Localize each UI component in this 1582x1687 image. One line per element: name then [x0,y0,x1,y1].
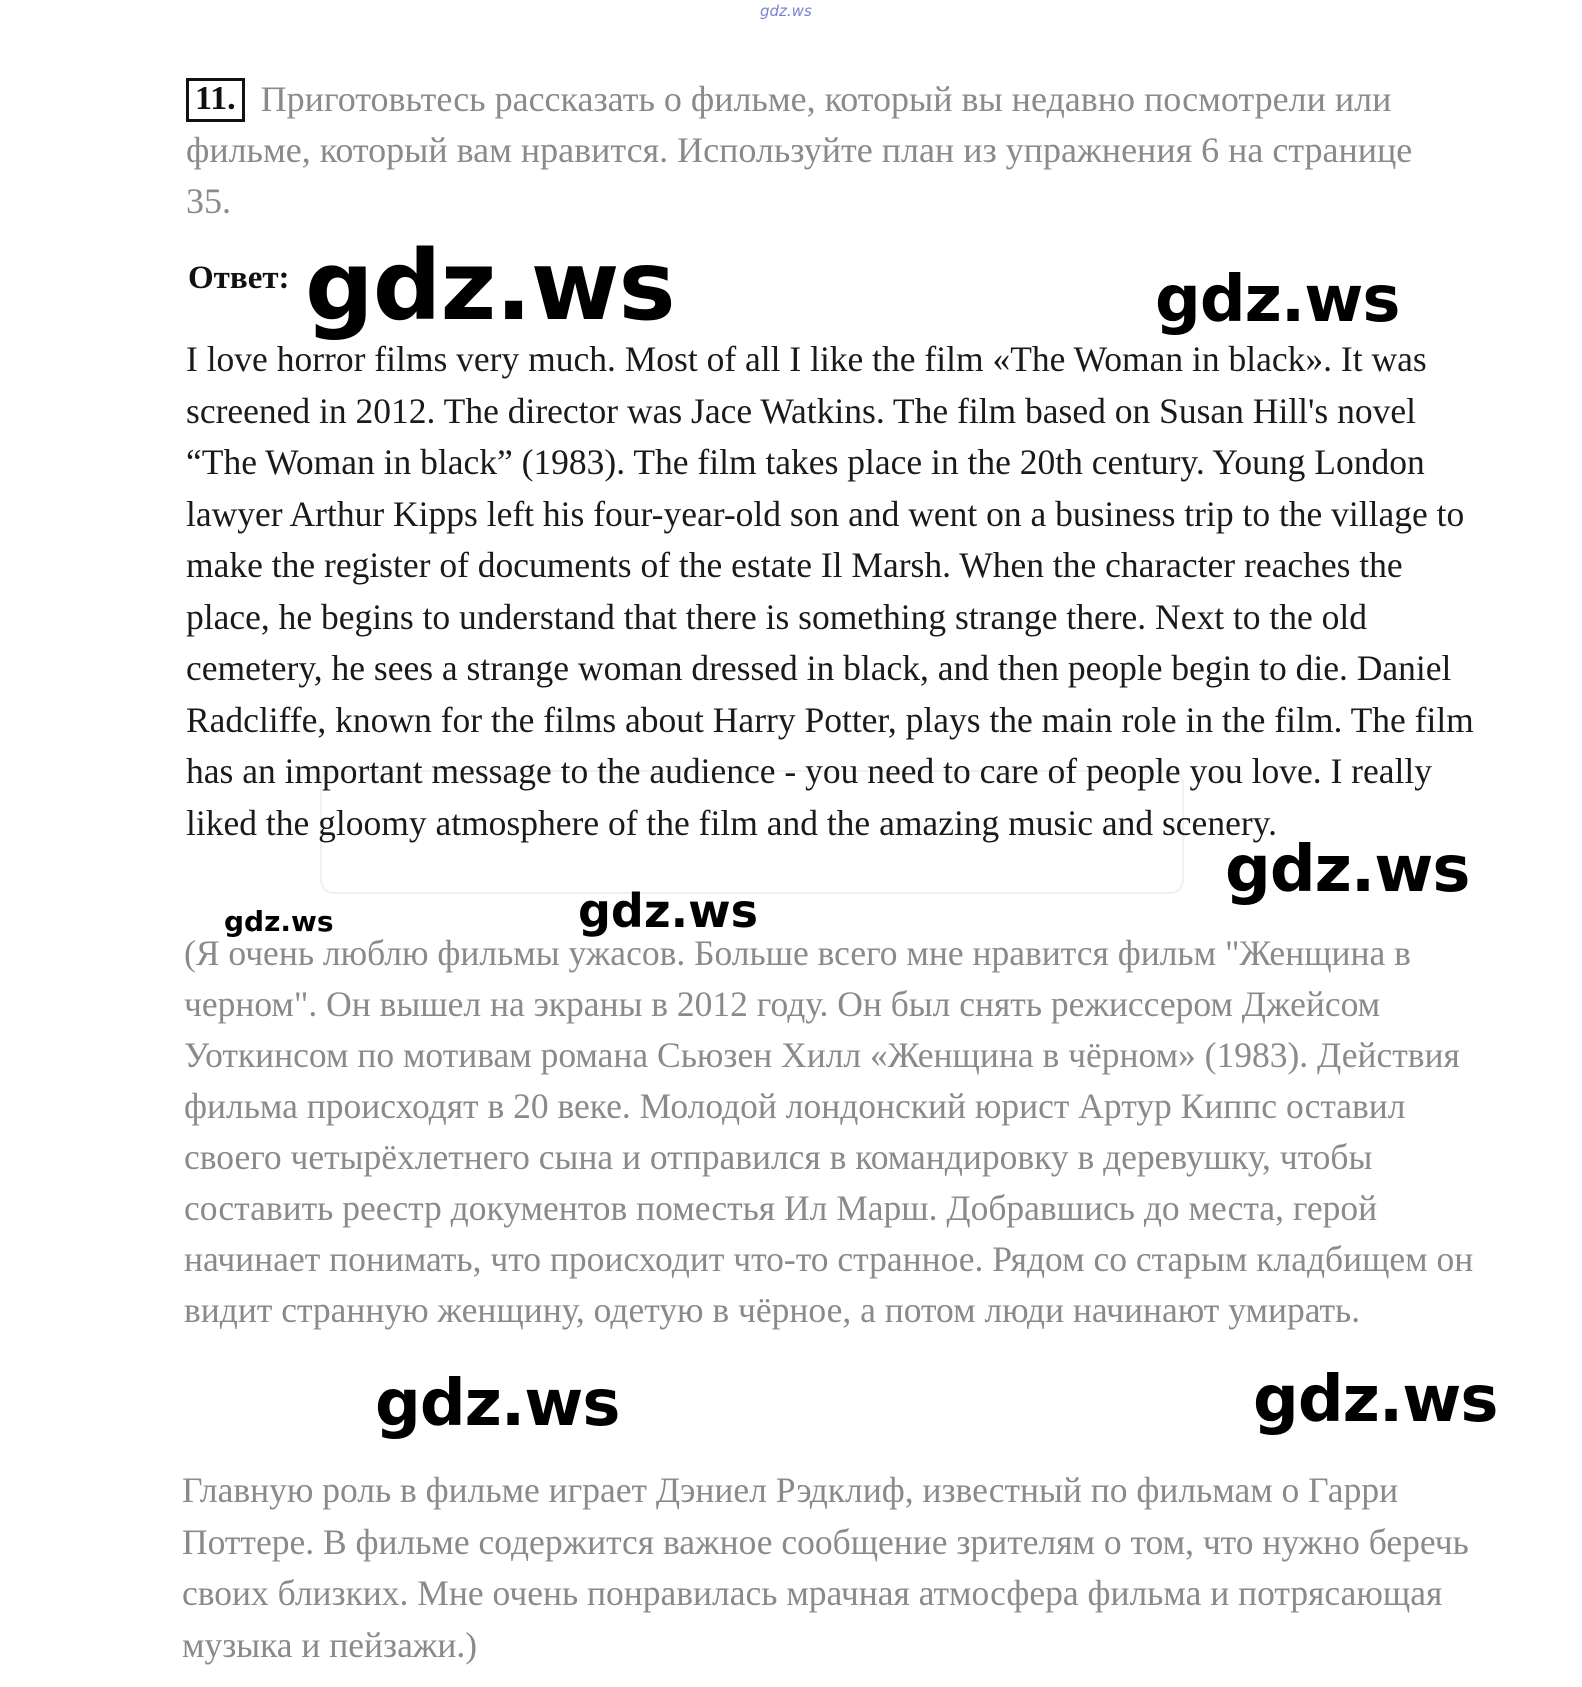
task-statement [186,74,1456,227]
task-number: 11. [186,78,245,122]
watermark-logo: gdz.ws [224,905,334,938]
watermark-logo: gdz.ws [1155,263,1400,337]
watermark-logo: gdz.ws [305,230,675,342]
watermark-logo: gdz.ws [1253,1363,1498,1437]
header-watermark: gdz.ws [760,2,812,20]
watermark-logo: gdz.ws [578,884,758,938]
answer-russian-translation-part2: Главную роль в фильме играет Дэниел Рэдклиф, известный по фильмам о Гарри Поттере. В фильме содержится важное сообщение зрителям о том, что нужно беречь своих близких. Мне очень понравилась мрачная атмосфера фильма и потрясающая музыка и пейзажи.) [182,1470,1469,1665]
answer-english-text: I love horror films very much. Most of all I like the film «The Woman in black». It was screened in 2012. The director was Jace Watkins. The film based on Susan Hill's novel “The Woman in black” (1983). The film takes place in the 20th century. Young London lawyer Arthur Kipps left his four-year-old son and went on a business trip to the village to make the register of documents of the estate Il Marsh. When the character reaches the place, he begins to understand that there is something strange there. Next to the old cemetery, he sees a strange woman dressed in black, and then people begin to die. Daniel Radcliffe, known for the films about Harry Potter, plays the main role in the film. The film has an important message to the audience - you need to care of people you love. I really liked the gloomy atmosphere of the film and the amazing music and scenery. [186,339,1474,843]
watermark-logo: gdz.ws [1225,833,1470,907]
answer-label: Ответ: [188,260,290,296]
task-text: Приготовьтесь рассказать о фильме, который вы недавно посмотрели или фильме, который вам нравится. Используйте план из упражнения 6 на странице 35. [186,79,1413,221]
faint-background-mark [320,770,1184,894]
watermark-logo: gdz.ws [375,1367,620,1441]
answer-russian-translation-part1: (Я очень люблю фильмы ужасов. Больше всего мне нравится фильм "Женщина в черном". Он вышел на экраны в 2012 году. Он был снять режиссером Джейсом Уоткинсом по мотивам романа Сьюзен Хилл «Женщина в чёрном» (1983). Действия фильма происходят в 20 веке. Молодой лондонский юрист Артур Киппс оставил своего четырёхлетнего сына и отправился в командировку в деревушку, чтобы составить реестр документов поместья Ил Марш. Добравшись до места, герой начинает понимать, что происходит что-то странное. Рядом со старым кладбищем он видит странную женщину, одетую в чёрное, а потом люди начинают умирать. [184,933,1474,1330]
